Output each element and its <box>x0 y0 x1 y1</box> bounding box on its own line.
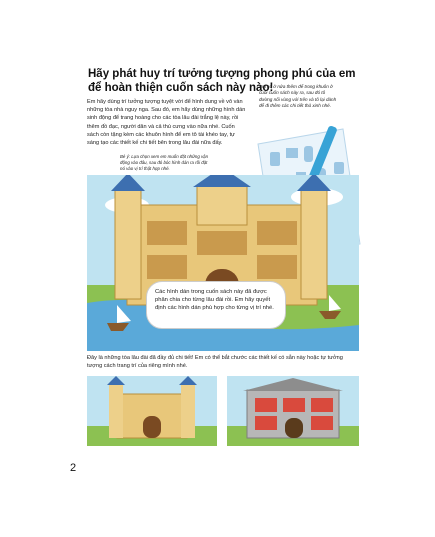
page-number: 2 <box>70 462 77 474</box>
sticker-tip-note: Bé ý: Lựa chọn xem em muốn đặt những vận động vào đâu, sau đó bóc hình dán ra rồi đặt nó vào vị trí thật hợp nhé. <box>120 154 209 172</box>
caption-text: Đây là những tòa lâu đài đã đầy đủ chi tiết! Em có thể bắt chước các thiết kế có sẵn này hoặc tự tưởng tượng cách trang trí của riêng mình nhé. <box>87 355 343 369</box>
example-castle-yellow <box>87 376 217 446</box>
speech-bubble: Các hình dán trong cuốn sách này đã được phân chia cho từng lâu đài rồi. Em hãy quyết định các hình dán phù hợp cho từng vị trí nhé. <box>146 281 286 329</box>
example-castle-grey <box>227 376 359 446</box>
stencil-note: Em có ở nửa thêm để trong khuôn ở cuối cuốn sách này ra, sau đó tô đường nối vùng với trên và tô lại dành để đi thêm các chi tiết thủ xinh nhé. <box>259 84 337 109</box>
page-title: Hãy phát huy trí tưởng tượng phong phú của em để hoàn thiện cuốn sách này nào! <box>88 68 356 94</box>
intro-text: Em hãy dùng trí tưởng tượng tuyệt vời để hình dung về vô vàn những tòa nhà nguy nga. Sau đó, em hãy dùng những hình dán sinh động để trang hoàng cho các tòa lâu đài trắng lệ này, rồi thêm đồ đạc, người dân và cả thú cưng vào nữa nhé. Cuốn sách còn tặng kèm các khuôn hình để em tô tài khéo tay, tự sáng tạo các thiết kế chi tiết bên trong lâu đài nữa đấy. <box>87 99 246 147</box>
